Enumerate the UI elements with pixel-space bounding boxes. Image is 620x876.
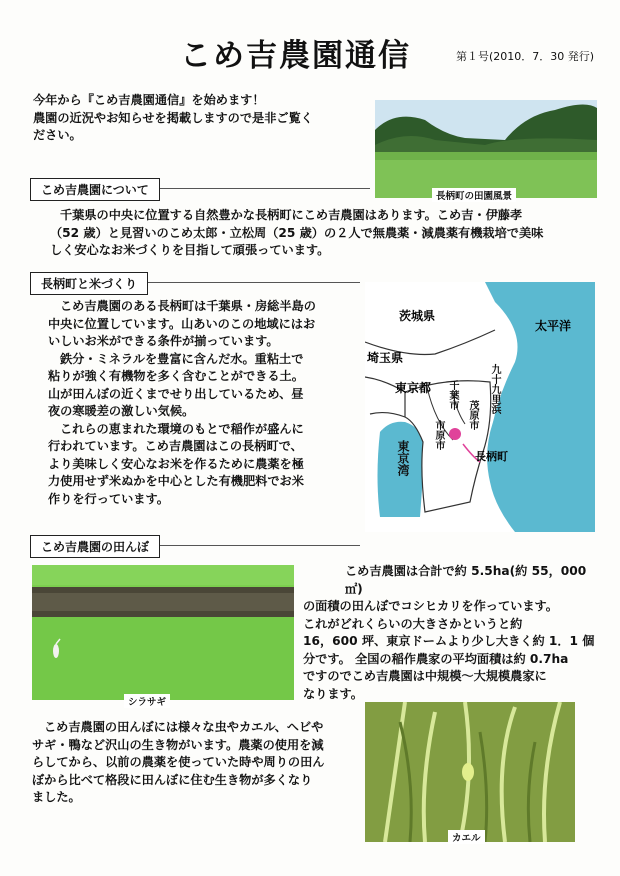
map-label-tokyo: 東京都 [395, 381, 432, 395]
fields-line: の面積の田んぼでコシヒカリを作っています。 [303, 599, 558, 613]
town-line: 粘りが強く有機物を多く含むことができる土。 [48, 369, 304, 383]
life-text [32, 719, 362, 807]
town-line: こめ吉農園のある長柄町は千葉県・房総半島の [60, 299, 316, 313]
map-label-ibaraki: 茨城県 [399, 309, 436, 323]
egret-photo-image [32, 565, 294, 700]
nagara-highlight [449, 428, 461, 440]
life-line: ました。 [32, 790, 81, 804]
life-line: らしてから、以前の農薬を使っていた時や周りの田ん [32, 755, 325, 769]
town-line: 中央に位置しています。山あいのこの地域にはお [48, 316, 316, 331]
life-line: こめ吉農園の田んぼには様々な虫やカエル、ヘビや [44, 720, 324, 734]
fields-line: 分です。 全国の稲作農家の平均面積は約 0.7ha [303, 651, 569, 666]
frog-photo-caption: カエル [448, 830, 485, 844]
field-photo-image [375, 100, 597, 198]
town-line: いしいお米ができる条件が揃っています。 [48, 334, 279, 348]
town-line: 力使用せず米ぬかを中心とした有機肥料でお米 [48, 474, 304, 488]
map-label-bay: 東京湾 [396, 440, 410, 476]
town-line: より美味しく安心なお米を作るために農薬を極 [48, 456, 304, 471]
town-line: これらの恵まれた環境のもとで稲作が盛んに [60, 421, 304, 436]
about-line: （52 歳）と見習いのこめ太郎・立松周（25 歳）の２人で無農薬・減農薬有機栽培で美味 [50, 225, 544, 240]
page-title: こめ吉農園通信 [180, 38, 411, 74]
fields-line: ですのでこめ吉農園は中規模～大規模農家に [303, 669, 547, 683]
intro-line: 今年から『こめ吉農園通信』を始めます！ [33, 93, 265, 107]
section-heading-fields: こめ吉農園の田んぼ [30, 535, 160, 558]
life-line: ぼから比べて格段に田んぼに住む生き物が多くなり [32, 772, 313, 787]
life-line: サギ・鴨など沢山の生き物がいます。農薬の使用を減 [32, 737, 324, 752]
about-text [50, 207, 600, 260]
intro-line: ださい。 [33, 128, 82, 142]
frog-photo-image [365, 702, 575, 842]
map-label-chiba-city: 千葉市 [447, 380, 458, 410]
fields-text [303, 563, 603, 703]
map-label-ichihara: 市原市 [433, 420, 444, 450]
town-line: 山が田んぼの近くまでせり出しているため、昼 [48, 386, 304, 401]
fields-line: これがどれくらいの大きさかというと約 [303, 616, 523, 631]
field-photo-caption: 長柄町の田園風景 [432, 188, 516, 202]
fields-line: なります。 [303, 686, 363, 701]
section-heading-town: 長柄町と米づくり [30, 272, 148, 295]
field-photo [375, 100, 597, 198]
map-label-pacific: 太平洋 [535, 319, 572, 333]
town-line: 行われています。こめ吉農園はこの長柄町で、 [48, 439, 303, 453]
town-line: 夜の寒暖差の激しい気候。 [48, 404, 195, 418]
town-text [48, 298, 358, 508]
about-line: しく安心なお米づくりを目指して頑張っています。 [50, 243, 330, 257]
town-line: 鉄分・ミネラルを豊富に含んだ水。重粘土で [60, 351, 304, 366]
about-line: 千葉県の中央に位置する自然豊かな長柄町にこめ吉農園はあります。こめ吉・伊藤孝 [60, 208, 523, 222]
fields-line: こめ吉農園は合計で約 5.5ha(約 55，000 ㎡) [345, 564, 587, 596]
map-label-mobara: 茂原市 [467, 400, 478, 430]
chiba-map [365, 282, 595, 532]
frog-photo [365, 702, 575, 842]
intro-text [33, 92, 378, 145]
map-label-nagara: 長柄町 [475, 450, 508, 463]
issue-info: 第１号(2010．7．30 発行) [456, 50, 595, 63]
map-label-saitama: 埼玉県 [367, 351, 404, 365]
section-heading-about: こめ吉農園について [30, 178, 160, 201]
map-drawing [365, 282, 595, 532]
map-label-kujukuri: 九十九里浜 [489, 364, 500, 414]
intro-line: 農園の近況やお知らせを掲載しますので是非ご覧く [33, 110, 313, 125]
egret-photo-caption: シラサギ [124, 694, 170, 708]
egret-photo [32, 565, 294, 700]
fields-line: 16，600 坪、東京ドームより少し大きく約 1．1 個 [303, 634, 595, 648]
town-line: 作りを行っています。 [48, 491, 169, 506]
